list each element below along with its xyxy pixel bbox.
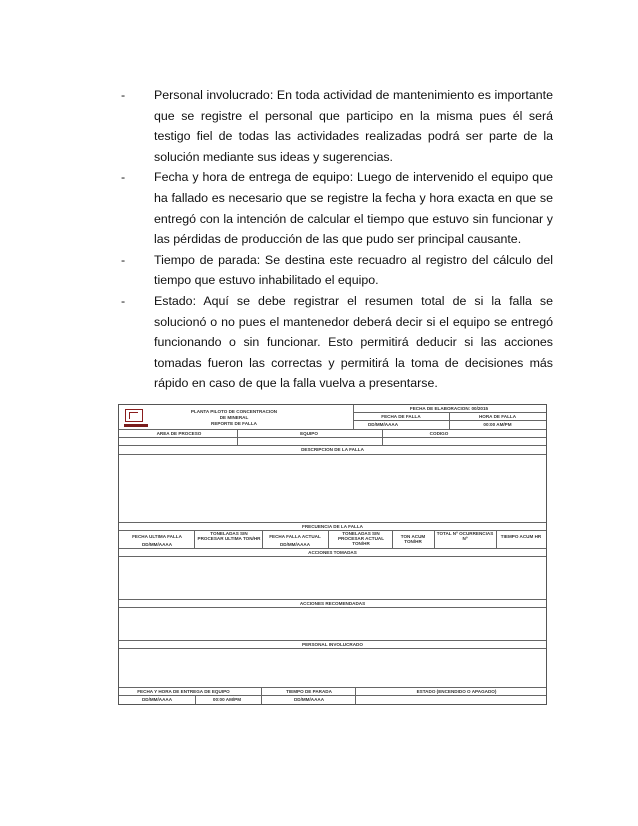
form-title-line3: REPORTE DE FALLA [211, 421, 257, 426]
bullet-text: Fecha y hora de entrega de equipo: Luego de intervenido el equipo que ha fallado es necesario que se registre la fecha y hora exacta en que se entregó con la intención de calcular el tiempo que estuvo sin funcionar y las pérdidas de producción de las que pudo ser principal causante. [154, 170, 553, 247]
bullet-personal-involucrado [121, 85, 553, 167]
bullet-dash: - [121, 170, 126, 185]
bullet-text: Tiempo de parada: Se destina este recuadro al registro del cálculo del tiempo que estuvo inhabilitado el equipo. [154, 252, 553, 288]
bullet-fecha-entrega [121, 167, 553, 249]
bullet-dash: - [121, 293, 126, 308]
bullet-text: Estado: Aquí se debe registrar el resumen total de si la falla se solucionó o no pues el mantenedor deberá decir si el equipo se entregó funcionando o sin funcionar. Esto permitirá deducir si las acciones tomadas fueron las correctas y permitirá la toma de decisiones más rápido en caso de que la falla vuelva a presentarse. [154, 293, 553, 391]
bullet-tiempo-parada [121, 250, 553, 291]
col-fecha-ultima-falla-value: DD/MM/AAAA [141, 542, 173, 547]
bullet-list [121, 85, 553, 394]
col-total-ocurrencias: TOTAL Nº OCURRENCIAS Nº [436, 531, 494, 542]
failure-report-form [118, 404, 547, 705]
codigo-label: CODIGO [429, 431, 449, 436]
estado-label: ESTADO (ENCENDIDO O APAGADO) [416, 689, 497, 694]
acciones-tomadas-label: ACCIONES TOMADAS [308, 550, 357, 555]
fecha-entrega-label: FECHA Y HORA DE ENTREGA DE EQUIPO [137, 689, 230, 694]
col-fecha-falla-actual-value: DD/MM/AAAA [279, 542, 311, 547]
hora-falla-value: 00:00 AM/PM [483, 422, 512, 427]
col-ton-actual: TONELADAS SIN PROCESAR ACTUAL TON/HR [337, 531, 385, 547]
hora-falla-label: HORA DE FALLA [478, 414, 517, 419]
fecha-falla-value: DD/MM/AAAA [367, 422, 399, 427]
area-proceso-label: AREA DE PROCESO [156, 431, 202, 436]
hora-entrega-value: 00:00 AM/PM [212, 697, 242, 702]
frecuencia-falla-label: FRECUENCIA DE LA FALLA [302, 524, 363, 529]
col-ton-ultima: TONELADAS SIN PROCESAR ULTIMA TON/HR [197, 531, 261, 542]
col-fecha-falla-actual: FECHA FALLA ACTUAL [269, 534, 321, 539]
fecha-entrega-value: DD/MM/AAAA [141, 697, 173, 702]
fecha-elaboracion: FECHA DE ELABORACION: 00/2015 [409, 406, 489, 411]
form-title-line2: DE MINERAL [219, 415, 249, 420]
bullet-text: Personal involucrado: En toda actividad de mantenimiento es importante que se registre el personal que participo en la misma pues él será testigo fiel de todas las actividades realizadas podrá ser parte de la solución mediante sus ideas y sugerencias. [154, 88, 553, 164]
acciones-recomendadas-label: ACCIONES RECOMENDADAS [299, 601, 366, 606]
col-ton-acum: TON ACUM TON/HR [400, 534, 426, 545]
col-fecha-ultima-falla: FECHA ULTIMA FALLA [132, 534, 182, 539]
descripcion-falla-label: DESCRIPCION DE LA FALLA [301, 447, 364, 452]
bullet-estado [121, 291, 553, 394]
form-title-line1: PLANTA PILOTO DE CONCENTRACION [190, 409, 278, 414]
bullet-dash: - [121, 88, 126, 102]
col-tiempo-acum: TIEMPO ACUM HR [500, 534, 542, 539]
fecha-falla-label: FECHA DE FALLA [381, 414, 421, 419]
personal-involucrado-label: PERSONAL INVOLUCRADO [302, 642, 363, 647]
tiempo-parada-label: TIEMPO DE PARADA [286, 689, 332, 694]
equipo-label: EQUIPO [300, 431, 318, 436]
bullet-dash: - [121, 252, 126, 267]
tiempo-parada-value: DD/MM/AAAA [293, 697, 325, 702]
